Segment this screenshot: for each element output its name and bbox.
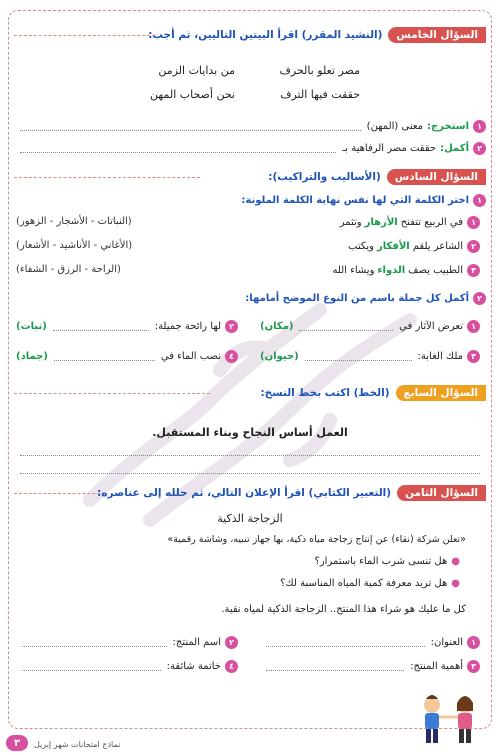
answer-line[interactable] (20, 466, 480, 474)
instruction-text: اختر الكلمة التي لها نفس نهاية الكلمة الملونة: (241, 195, 469, 206)
ad-title: الزجاجة الذكية (217, 512, 283, 525)
section-5-tab: السؤال الخامس (388, 27, 486, 43)
sentence-post: ويكتب (348, 241, 374, 252)
number-badge: ٢ (225, 636, 238, 649)
answer-line[interactable] (20, 145, 336, 153)
number-badge: ٢ (467, 240, 480, 253)
highlighted-word: الأفكار (376, 241, 410, 252)
answer-line[interactable] (266, 663, 404, 671)
section-6-header (268, 166, 486, 188)
sentence-pre: الطبيب يصف (408, 265, 463, 276)
poem-line-2b: نحن أصحاب المهن (150, 88, 235, 101)
highlighted-word: الدواء (377, 265, 406, 276)
number-badge: ١ (467, 320, 480, 333)
field-label: أهمية المنتج: (410, 661, 463, 672)
answer-line[interactable] (299, 323, 393, 331)
element-field-3 (260, 660, 480, 673)
section-8-caption: (التعبير الكتابي) اقرأ الإعلان التالي، ثم حلله إلى عناصره: (97, 487, 392, 499)
complete-item-4 (16, 350, 238, 363)
number-badge: ١ (467, 636, 480, 649)
type-hint: (حيوان) (260, 351, 299, 362)
field-label: خاتمة شائقة: (166, 661, 221, 672)
section-6-caption: (الأساليب والتراكيب): (268, 171, 381, 183)
q1-text: معنى (المهن) (366, 121, 424, 132)
section-5-caption: (النشيد المقرر) اقرأ البيتين التاليين، ثم أجب: (148, 29, 383, 41)
section-6-tab: السؤال السادس (387, 169, 486, 185)
choice-options-2[interactable]: (الأغاني - الأناشيد - الأشعار) (16, 240, 133, 251)
poem-line-1b: من بدايات الزمن (158, 64, 235, 77)
bullet-icon: ● (451, 578, 460, 589)
number-badge: ٢ (473, 292, 486, 305)
complete-item-1 (260, 320, 480, 333)
section-6-rule (14, 177, 200, 178)
s5-question-1 (14, 120, 486, 133)
answer-line[interactable] (305, 353, 412, 361)
field-label: العنوان: (430, 637, 463, 648)
number-badge: ١ (473, 194, 486, 207)
field-label: اسم المنتج: (172, 637, 221, 648)
complete-item-2 (16, 320, 238, 333)
poem-line-2a: حققت فيها الترف (280, 88, 360, 101)
ad-question-text: هل تريد معرفة كمية المياه المناسبة لك؟ (280, 578, 448, 589)
writing-line-2 (14, 466, 486, 474)
number-badge: ٣ (467, 350, 480, 363)
footer-text: نماذج امتحانات شهر إبريل (34, 740, 121, 749)
ad-line-1: «تعلن شركة (نقاء) عن إنتاج زجاجة مياه ذكية، بها جهاز تنبيه، وشاشة رقمية» (167, 534, 466, 545)
q2-text: حققت مصر الرفاهية بـ (342, 143, 437, 154)
item-text: ملك الغابة: (417, 351, 463, 362)
type-hint: (نبات) (16, 321, 47, 332)
complete-item-3 (260, 350, 480, 363)
answer-line[interactable] (20, 123, 361, 131)
s6-instruction-2 (14, 292, 486, 305)
kids-illustration (410, 691, 490, 751)
sentence-post: ويشاء الله (332, 265, 375, 276)
sentence-pre: في الربيع تتفتح (400, 217, 463, 228)
element-field-4 (16, 660, 238, 673)
number-badge: ٢ (473, 142, 486, 155)
section-8-header (97, 482, 486, 504)
section-7-caption: (الخط) اكتب بخط النسخ: (260, 387, 390, 399)
page-frame (8, 10, 492, 729)
q1-label: استخرج: (427, 121, 469, 132)
writing-line-1 (14, 448, 486, 456)
section-7-rule (14, 393, 210, 394)
answer-line[interactable] (53, 323, 149, 331)
ad-question-text: هل تنسى شرب الماء باستمرار؟ (314, 556, 448, 567)
page-number: ٣ (6, 735, 28, 751)
ad-question-2 (14, 578, 460, 589)
number-badge: ٤ (225, 350, 238, 363)
number-badge: ١ (467, 216, 480, 229)
highlighted-word: الأزهار (364, 217, 398, 228)
choice-options-3[interactable]: (الراحة - الرزق - الشفاء) (16, 264, 121, 275)
element-field-1 (260, 636, 480, 649)
answer-line[interactable] (20, 448, 480, 456)
q2-label: أكمل: (440, 143, 469, 154)
sentence-post: وتثمر (339, 217, 362, 228)
ad-question-1 (14, 556, 460, 567)
bullet-icon: ● (451, 556, 460, 567)
section-7-header (260, 382, 486, 404)
answer-line[interactable] (22, 639, 167, 647)
element-field-2 (16, 636, 238, 649)
type-hint: (مكان) (260, 321, 294, 332)
section-5-header (148, 24, 486, 46)
section-7-tab: السؤال السابع (396, 385, 486, 401)
handwriting-sentence: العمل أساس النجاح وبناء المستقبل. (152, 426, 348, 439)
number-badge: ١ (473, 120, 486, 133)
sentence-pre: الشاعر يلقم (412, 241, 463, 252)
s5-question-2 (14, 142, 486, 155)
item-text: لها رائحة جميلة: (154, 321, 221, 332)
answer-line[interactable] (22, 663, 161, 671)
instruction-text: أكمل كل جملة باسم من النوع الموضح أمامها: (245, 293, 469, 304)
number-badge: ٣ (467, 660, 480, 673)
section-5-rule (14, 35, 155, 36)
answer-line[interactable] (266, 639, 425, 647)
number-badge: ٣ (467, 264, 480, 277)
choice-options-1[interactable]: (النباتات - الأشجار - الزهور) (16, 216, 132, 227)
item-text: نصب الماء في (160, 351, 221, 362)
poem-line-1a: مصر تعلو بالحرف (279, 64, 360, 77)
answer-line[interactable] (54, 353, 155, 361)
number-badge: ٢ (225, 320, 238, 333)
item-text: تعرض الآثار في (399, 321, 463, 332)
s6-instruction-1 (14, 194, 486, 207)
section-8-rule (14, 493, 100, 494)
ad-line-2: كل ما عليك هو شراء هذا المنتج.. الزجاجة الذكية لمياه نقية. (221, 604, 466, 615)
section-8-tab: السؤال الثامن (397, 485, 486, 501)
type-hint: (جماد) (16, 351, 48, 362)
number-badge: ٤ (225, 660, 238, 673)
